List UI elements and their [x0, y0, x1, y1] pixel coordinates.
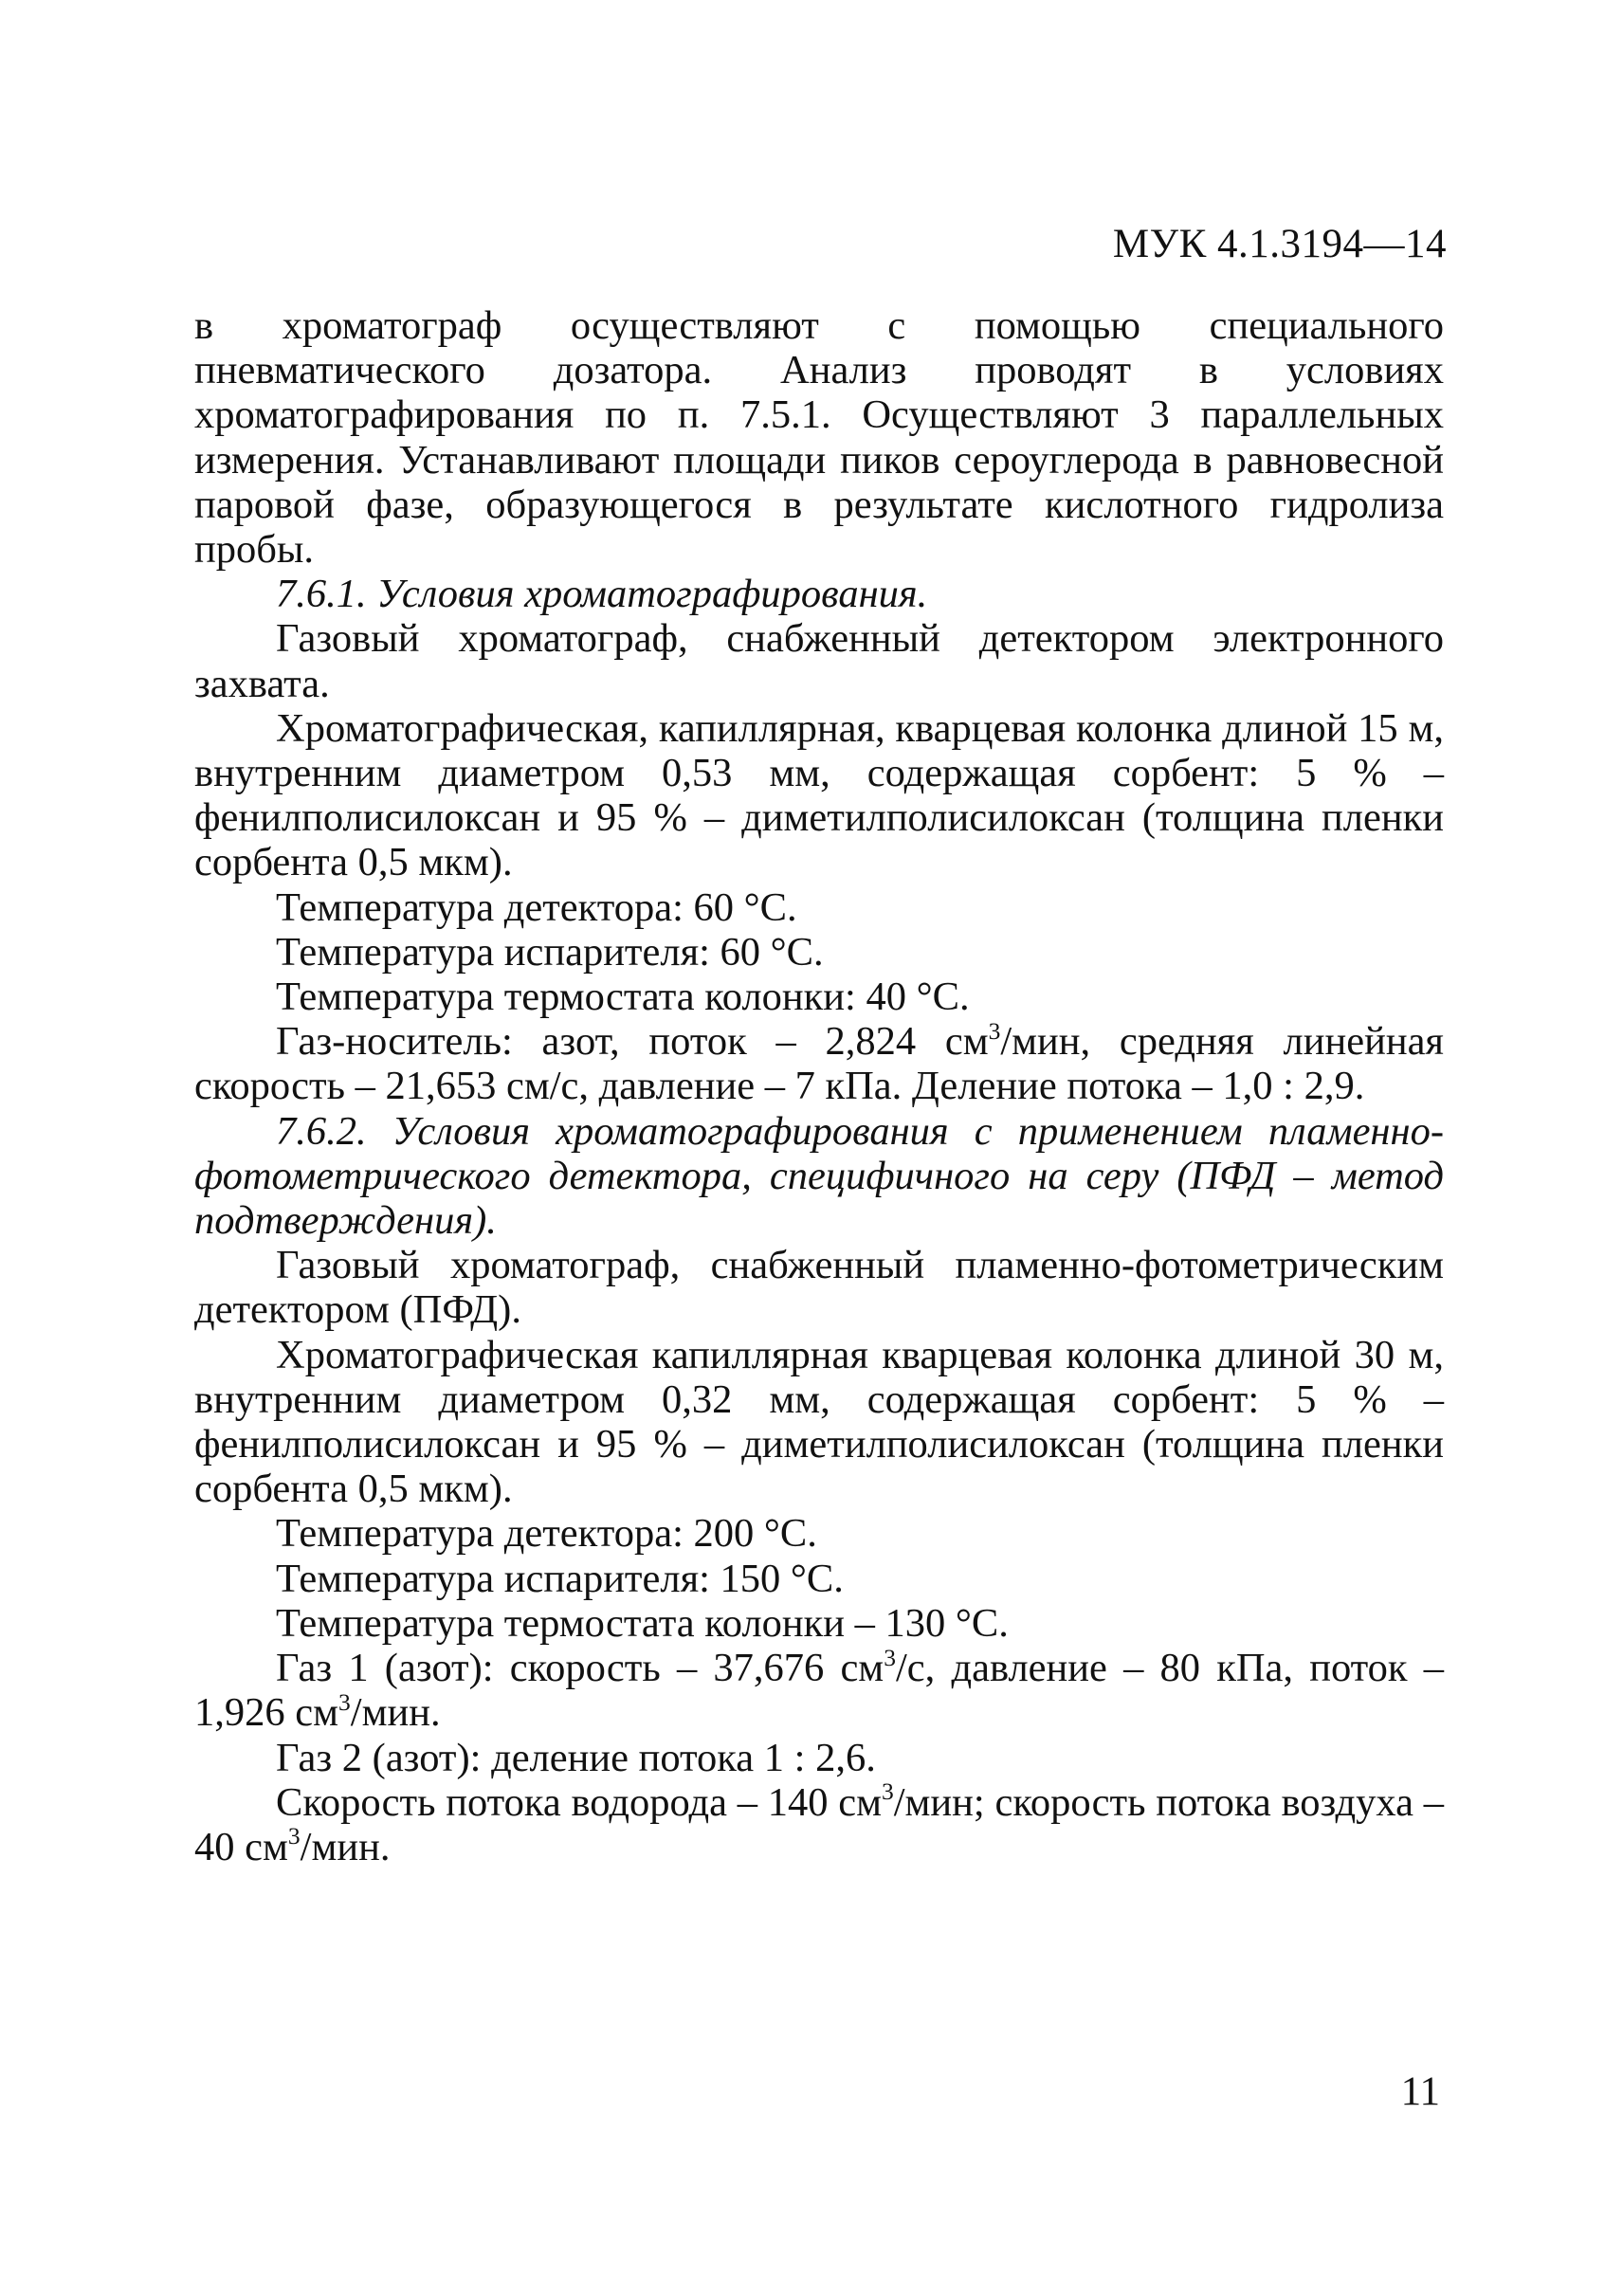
document-body: [194, 303, 1444, 1869]
paragraph: Температура детектора: 60 °С.: [276, 884, 797, 930]
paragraph: Газовый хроматограф, снабженный пламенно-фотометрическим детектором (ПФД).: [194, 1243, 1444, 1333]
text-segment: /мин.: [350, 1690, 441, 1736]
paragraph: Температура детектора: 200 °С.: [276, 1511, 817, 1557]
paragraph: Температура термостата колонки – 130 °С.: [276, 1600, 1009, 1646]
paragraph: Хроматографическая, капиллярная, кварцевая колонка длиной 15 м, внутренним диаметром 0,53 мм, содержащая сорбент: 5 % – фенилполисилоксан и 95 % – диметилполисилоксан (толщина пленки сорбента 0,5 мкм).: [194, 705, 1444, 885]
superscript: 3: [338, 1687, 351, 1716]
text-segment: Газ-носитель: азот, поток – 2,824 см: [276, 1019, 989, 1065]
paragraph: Температура испарителя: 150 °С.: [276, 1556, 844, 1601]
document-code-header: МУК 4.1.3194—14: [1112, 222, 1447, 266]
paragraph: Газовый хроматограф, снабженный детектором электронного захвата.: [194, 616, 1444, 706]
superscript: 3: [287, 1822, 301, 1850]
paragraph-carrier-gas: [194, 1016, 1444, 1109]
page-number: 11: [1400, 2069, 1440, 2114]
superscript: 3: [988, 1016, 1001, 1045]
text-segment: /мин, средняя линейная скорость – 21,653 см/с, давление – 7 кПа. Деление потока – 1,0 : 2,9.: [194, 1019, 1444, 1109]
section-heading-7-6-1: 7.6.1. Условия хроматографирования.: [276, 572, 928, 617]
superscript: 3: [884, 1643, 896, 1671]
section-heading-7-6-2: 7.6.2. Условия хроматографирования с применением пламенно-фотометрического детектора, специфичного на серу (ПФД – метод подтверждения).: [194, 1108, 1444, 1244]
paragraph: Хроматографическая капиллярная кварцевая колонка длиной 30 м, внутренним диаметром 0,32 мм, содержащая сорбент: 5 % – фенилполисилоксан и 95 % – диметилполисилоксан (толщина пленки сорбента 0,5 мкм).: [194, 1332, 1444, 1512]
text-segment: /с, давление – 80 кПа, поток – 1,926 см: [194, 1646, 1445, 1736]
paragraph-continuation: в хроматограф осуществляют с помощью специального пневматического дозатора. Анализ проводят в условиях хроматографирования по п. 7.5.1. Осуществляют 3 параллельных измерения. Устанавливают площади пиков сероуглерода в равновесной паровой фазе, образующегося в результате кислотного гидролиза пробы.: [194, 303, 1444, 573]
paragraph: Температура термостата колонки: 40 °С.: [276, 975, 970, 1020]
paragraph: Температура испарителя: 60 °С.: [276, 929, 824, 975]
superscript: 3: [881, 1777, 894, 1806]
paragraph-flow-rates: [194, 1777, 1444, 1869]
text-segment: /мин; скорость потока воздуха – 40 см: [194, 1779, 1444, 1869]
paragraph-gas-1: [194, 1643, 1445, 1736]
text-segment: Газ 1 (азот): скорость – 37,676 см: [276, 1646, 884, 1691]
text-segment: /мин.: [300, 1824, 391, 1869]
text-segment: Скорость потока водорода – 140 см: [276, 1779, 882, 1825]
paragraph: Газ 2 (азот): деление потока 1 : 2,6.: [276, 1735, 876, 1780]
